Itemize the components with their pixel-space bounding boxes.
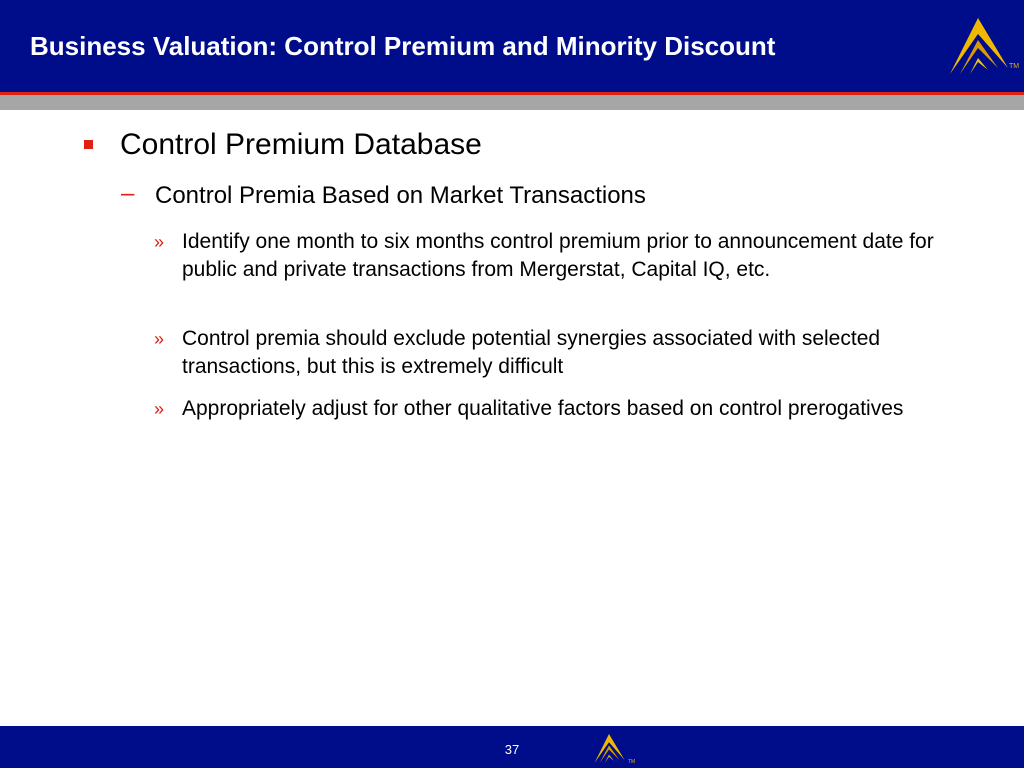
chevron-bullet-icon: »	[154, 329, 165, 349]
bullet-level1: Control Premium Database	[120, 128, 482, 161]
trademark-label: TM	[1009, 63, 1020, 70]
gold-chevron-logo-icon	[592, 734, 628, 764]
chevron-bullet-icon: »	[154, 399, 165, 419]
slide-title: Business Valuation: Control Premium and Minority Discount	[30, 31, 776, 61]
bullet-level3: Control premia should exclude potential synergies associated with selected transactions, but this is extremely difficult	[182, 327, 881, 378]
bullet-level3: Identify one month to six months control premium prior to announcement date for public and private transactions from Mergerstat, Capital IQ, etc.	[182, 230, 934, 281]
bullet-level3: Appropriately adjust for other qualitative factors based on control prerogatives	[182, 397, 904, 420]
dash-bullet-icon: –	[121, 180, 135, 207]
square-bullet-icon	[84, 140, 93, 149]
bullet-level2: Control Premia Based on Market Transactions	[155, 182, 646, 209]
page-number: 37	[504, 742, 520, 757]
trademark-label: TM	[628, 759, 636, 765]
chevron-bullet-icon: »	[154, 232, 165, 252]
